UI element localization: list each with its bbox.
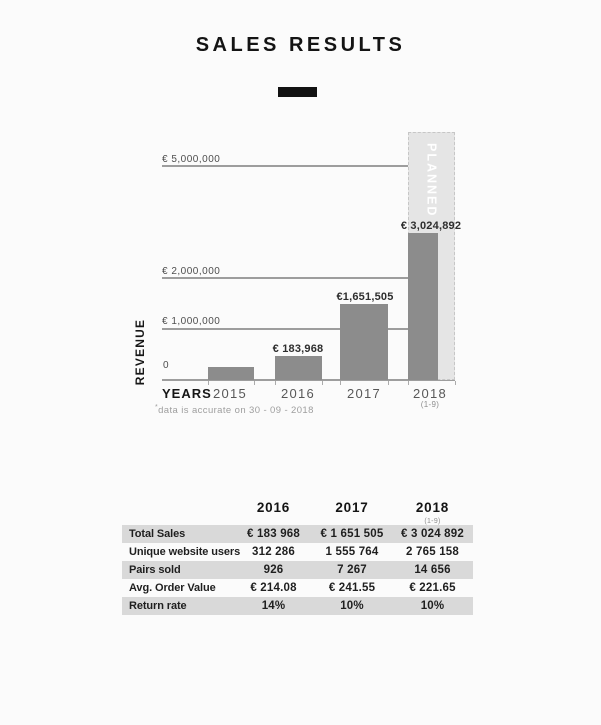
y-axis-label-1m: € 1,000,000 [162, 316, 221, 327]
title-divider [278, 87, 317, 97]
bar-value-2018: € 3,024,892 [400, 220, 462, 232]
table-row-pairs-sold [122, 561, 473, 579]
col-header-2018 [392, 501, 473, 528]
row-label: Total Sales [129, 528, 186, 540]
cell-2018: 10% [420, 600, 445, 612]
x-tick-2016: 2016 [280, 386, 316, 401]
axis-tick [254, 381, 255, 385]
table-row-avg-order-value [122, 579, 473, 597]
col-header-empty [122, 501, 235, 528]
axis-tick [322, 381, 323, 385]
axis-tick [455, 381, 456, 385]
bar-value-2016: € 183,968 [272, 343, 324, 355]
x-axis-title: YEARS [162, 386, 212, 401]
col-header-2018-year: 2018 [415, 500, 450, 515]
cell-2018: € 3 024 892 [401, 528, 464, 540]
row-label: Avg. Order Value [129, 582, 216, 594]
cell-2016: 312 286 [252, 546, 295, 558]
y-axis-label-5m: € 5,000,000 [162, 154, 221, 165]
cell-2016: € 214.08 [250, 582, 297, 594]
x-tick-2018: 2018 [412, 386, 448, 401]
y-axis-label-zero: 0 [163, 360, 169, 371]
bar-2016 [275, 356, 322, 380]
cell-2017: € 241.55 [328, 582, 376, 594]
cell-2017: 1 555 764 [325, 546, 379, 558]
page-title: SALES RESULTS [195, 34, 406, 56]
chart-footnote [155, 404, 314, 416]
cell-2017: 7 267 [337, 564, 367, 576]
cell-2017: 10% [340, 600, 364, 612]
gridline-5m [162, 165, 408, 167]
y-axis-label-2m: € 2,000,000 [162, 266, 221, 277]
cell-2018: € 221.65 [409, 582, 456, 594]
cell-2016: 14% [261, 600, 286, 612]
row-label: Return rate [129, 600, 187, 612]
bar-2018 [408, 233, 438, 380]
cell-2017: € 1 651 505 [320, 528, 384, 540]
axis-tick [340, 381, 341, 385]
row-label: Unique website users [129, 546, 241, 558]
table-header-row [122, 501, 473, 525]
col-header-2016: 2016 [256, 500, 291, 515]
bar-2017 [340, 304, 388, 380]
table-row-unique-users [122, 543, 473, 561]
footnote-asterisk: * [155, 404, 159, 411]
planned-label: PLANNED [424, 143, 439, 218]
y-axis-title: REVENUE [133, 318, 147, 386]
cell-2016: € 183 968 [247, 528, 300, 540]
col-header-2018-sub: (1-9) [424, 518, 441, 525]
cell-2018: 14 656 [414, 564, 451, 576]
axis-tick [208, 381, 209, 385]
table-row-return-rate [122, 597, 473, 615]
cell-2018: 2 765 158 [406, 546, 459, 558]
gridline-2m [162, 277, 408, 279]
results-table [122, 501, 473, 615]
axis-tick [275, 381, 276, 385]
axis-tick [408, 381, 409, 385]
row-label: Pairs sold [129, 564, 181, 576]
table-row-total-sales [122, 525, 473, 543]
footnote-text: data is accurate on 30 - 09 - 2018 [158, 405, 314, 417]
col-header-2017: 2017 [335, 500, 369, 515]
cell-2016: 926 [263, 564, 284, 576]
x-tick-2017: 2017 [346, 386, 382, 401]
x-tick-2015: 2015 [212, 386, 248, 401]
bar-2015 [208, 367, 254, 380]
x-tick-2018-sub: (1-9) [420, 400, 440, 409]
axis-tick [388, 381, 389, 385]
bar-value-2017: €1,651,505 [336, 291, 394, 303]
